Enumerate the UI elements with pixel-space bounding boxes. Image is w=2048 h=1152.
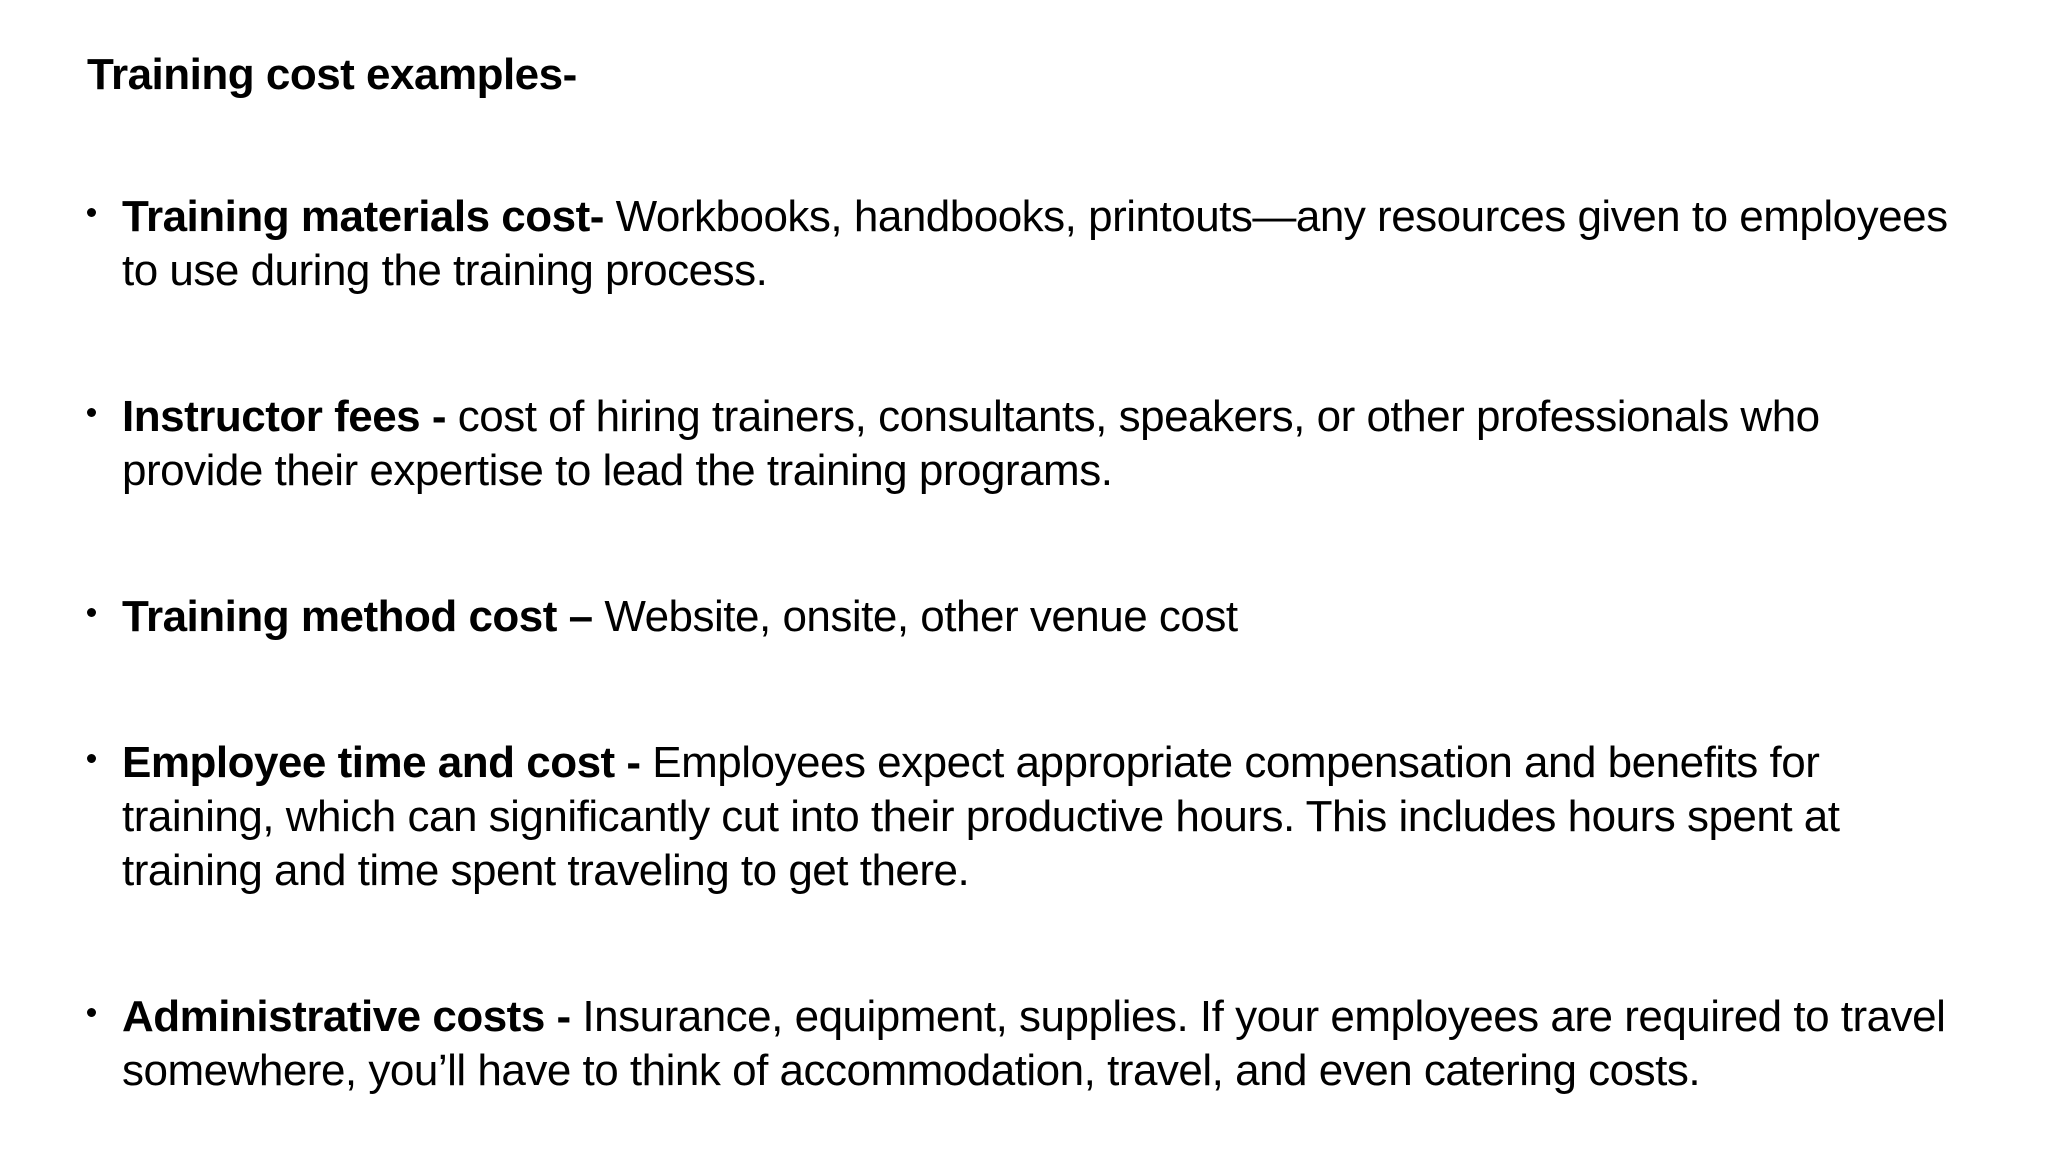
bullet-description: Workbooks, handbooks, printouts—any resources given to employees to use during the training process. xyxy=(122,192,1948,295)
bullet-icon xyxy=(87,408,96,417)
bullet-term: Administrative costs - xyxy=(122,992,571,1041)
bullet-icon xyxy=(87,608,96,617)
bullet-term: Training method cost – xyxy=(122,592,593,641)
bullet-text xyxy=(122,390,1967,498)
bullet-text xyxy=(122,590,1967,644)
slide-title: Training cost examples- xyxy=(87,50,577,99)
bullet-text xyxy=(122,990,1967,1098)
bullet-term: Employee time and cost - xyxy=(122,738,641,787)
bullet-icon xyxy=(87,754,96,763)
bullet-text xyxy=(122,190,1967,298)
bullet-description: Insurance, equipment, supplies. If your employees are required to travel somewhere, you’ll have to think of accommodation, travel, and even catering costs. xyxy=(122,992,1946,1095)
bullet-description: Website, onsite, other venue cost xyxy=(592,592,1238,641)
bullet-icon xyxy=(87,208,96,217)
bullet-description: Employees expect appropriate compensation and benefits for training, which can significantly cut into their productive hours. This includes hours spent at training and time spent traveling to get there. xyxy=(122,738,1840,895)
bullet-term: Instructor fees - xyxy=(122,392,447,441)
bullet-description: cost of hiring trainers, consultants, speakers, or other professionals who provide their expertise to lead the training programs. xyxy=(122,392,1820,495)
bullet-icon xyxy=(87,1008,96,1017)
bullet-text xyxy=(122,736,1967,898)
bullet-term: Training materials cost- xyxy=(122,192,604,241)
